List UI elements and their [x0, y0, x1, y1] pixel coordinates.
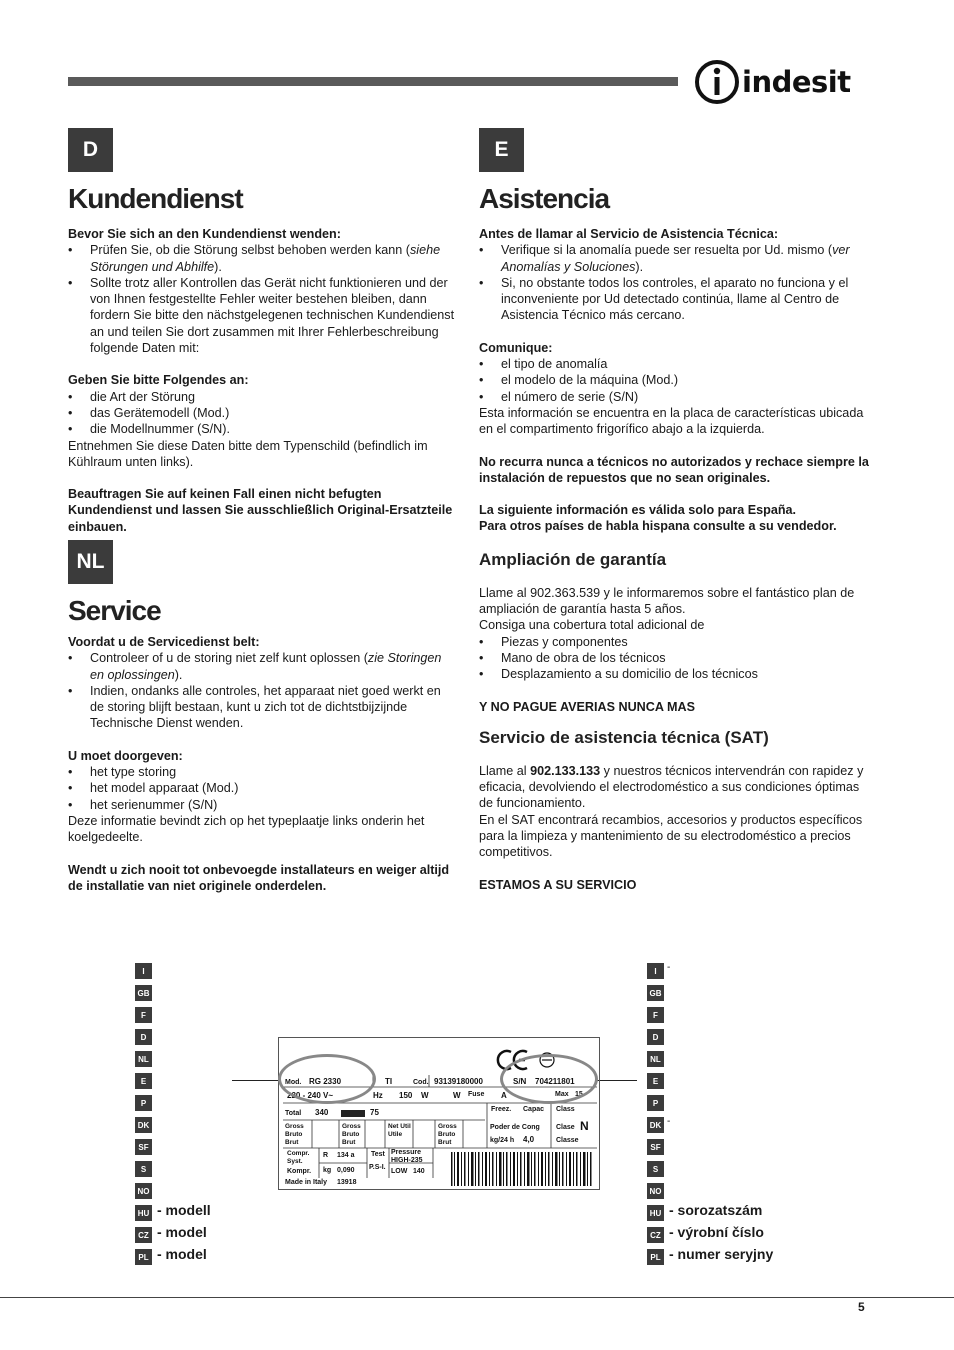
plate-clase-val: N: [580, 1119, 589, 1133]
plate-low: LOW: [391, 1168, 408, 1175]
de-give-note: Entnehmen Sie diese Daten bitte dem Typenschild (befindlich im Kühlraum unten links).: [68, 438, 428, 469]
plate-total: 340: [315, 1108, 329, 1117]
serial-highlight-ring: [500, 1054, 598, 1104]
plate-sn-label: S/N: [513, 1077, 527, 1086]
sat-title: Servicio de asistencia técnica (SAT): [479, 727, 769, 747]
de-intro: Bevor Sie sich an den Kundendienst wenden:: [68, 227, 341, 241]
es-spain-note-2: Para otros países de habla hispana consulte a su vendedor.: [479, 519, 837, 534]
list-item: • Si, no obstante todos los controles, el aparato no funciona y el inconveniente por Ud detectado continúa, llame al Centro de Asistencia Técnico más cercano.: [479, 275, 869, 324]
flag-badge: NL: [647, 1051, 664, 1067]
section-title-asistencia: Asistencia: [479, 183, 610, 214]
nl-give-note: Deze informatie bevindt zich op het typeplaatje links onderin het koelgedeelte.: [68, 813, 425, 845]
flag-badge: DK: [135, 1117, 152, 1133]
list-item: • el número de serie (S/N): [479, 389, 869, 405]
plate-r-val: 134 a: [337, 1152, 355, 1159]
flag-badge: E: [647, 1073, 664, 1089]
plate-w2: W: [453, 1091, 461, 1100]
class-badge: [341, 1110, 365, 1117]
list-item: • die Modellnummer (S/N).: [68, 421, 458, 437]
plate-ti: TI: [385, 1077, 393, 1086]
warranty-paragraph: Llame al 902.363.539 y le informaremos sobre el fantástico plan de ampliación de garantía hasta 5 años.: [479, 585, 855, 617]
plate-kg24-val: 4,0: [523, 1135, 535, 1144]
nl-check-list: [68, 650, 458, 731]
flag-badge: E: [135, 1073, 152, 1089]
plate-gross-1: Gross Bruto Brut: [285, 1123, 304, 1146]
sat-paragraph: Llame al 902.133.133 y nuestros técnicos intervendrán con rapidez y eficacia, devolviendo el electrodoméstico a sus condiciones óptimas de funcionamiento.: [479, 763, 864, 811]
flag-badge: F: [647, 1007, 664, 1023]
plate-capac: Capac: [523, 1106, 545, 1113]
list-item: • Controleer of u de storing niet zelf kunt oplossen (zie Storingen en oplossingen).: [68, 650, 458, 683]
flag-badge: PL: [647, 1249, 664, 1265]
plate-net: Net Util Utile: [388, 1123, 411, 1138]
legend-label-i: -: [667, 962, 671, 973]
plate-hz: Hz: [373, 1091, 383, 1100]
plate-model: RG 2330: [309, 1077, 342, 1086]
lang-badge-d: D: [68, 128, 113, 172]
warranty-list: [479, 634, 869, 683]
flag-badge: PL: [135, 1249, 152, 1265]
plate-pressure: Pressure: [391, 1149, 421, 1156]
plate-gross-2: Gross Bruto Brut: [342, 1123, 361, 1146]
flag-badge: P: [135, 1095, 152, 1111]
list-item: • het serienummer (S/N): [68, 797, 458, 813]
legend-label-hu: - modell: [157, 1202, 211, 1218]
indesit-logo-icon: [694, 58, 740, 106]
flag-badge: F: [135, 1007, 152, 1023]
flag-badge: P: [647, 1095, 664, 1111]
plate-low-val: 140: [413, 1168, 425, 1175]
plate-class: Class: [556, 1106, 575, 1113]
list-item: • el tipo de anomalía: [479, 356, 869, 372]
plate-w: W: [421, 1091, 429, 1100]
flag-badge: I: [647, 963, 664, 979]
brand-name: indesit: [742, 65, 851, 99]
model-highlight-ring: [278, 1054, 376, 1104]
list-item: • el modelo de la máquina (Mod.): [479, 372, 869, 388]
no-pay-note: Y NO PAGUE AVERIAS NUNCA MAS: [479, 699, 695, 714]
plate-cod: 93139180000: [434, 1077, 483, 1086]
legend-label-cz: - model: [157, 1224, 207, 1240]
plate-kg: kg: [323, 1167, 332, 1174]
list-item: • Desplazamiento a su domicilio de los técnicos: [479, 666, 869, 682]
es-give-note: Esta información se encuentra en la placa de características ubicada en el compartimento frigorífico abajo a la izquierda.: [479, 405, 864, 437]
warranty-title: Ampliación de garantía: [479, 549, 667, 569]
plate-kg24: kg/24 h: [490, 1137, 515, 1144]
plate-clase: Clase: [556, 1124, 575, 1131]
plate-poder: Poder de Cong: [490, 1124, 540, 1131]
list-item: • het type storing: [68, 764, 458, 780]
de-warning: Beauftragen Sie auf keinen Fall einen nicht befugten Kundendienst und lassen Sie ausschließlich Original-Ersatzteile einbauen.: [68, 487, 453, 534]
de-give-head: Geben Sie bitte Folgendes an:: [68, 373, 249, 388]
flag-badge: SF: [647, 1139, 664, 1155]
flag-badge: HU: [135, 1205, 152, 1221]
nl-give-list: [68, 764, 458, 813]
plate-compr: Compr. Syst.: [287, 1150, 310, 1165]
legend-label-pl: - model: [157, 1246, 207, 1262]
warranty-paragraph-2: Consiga una cobertura total adicional de: [479, 618, 705, 633]
es-check-list: [479, 242, 869, 323]
plate-watt: 150: [399, 1091, 413, 1100]
flag-badge: DK: [647, 1117, 664, 1133]
es-give-list: [479, 356, 869, 405]
list-item: • das Gerätemodell (Mod.): [68, 405, 458, 421]
legend-label-dk: -: [667, 1116, 671, 1127]
list-item: • het model apparaat (Mod.): [68, 780, 458, 796]
header-bar: [68, 77, 678, 86]
de-check-list: [68, 242, 458, 356]
list-item: • Mano de obra de los técnicos: [479, 650, 869, 666]
legend-label-pl-right: - numer seryjny: [669, 1246, 774, 1262]
plate-freez: Freez.: [491, 1106, 512, 1113]
list-item: • die Art der Störung: [68, 389, 458, 405]
plate-mod-label: Mod.: [285, 1079, 302, 1086]
lang-badge-nl: NL: [68, 540, 113, 584]
flag-badge: D: [135, 1029, 152, 1045]
plate-voltage: 220 - 240 V~: [287, 1091, 334, 1100]
flag-badge: CZ: [135, 1227, 152, 1243]
flag-badge: SF: [135, 1139, 152, 1155]
plate-psi: P.S-I.: [369, 1164, 386, 1171]
sat-paragraph-2: En el SAT encontrará recambios, accesorios y productos específicos para la limpieza y mantenimiento de su electrodoméstico a precios competitivos.: [479, 812, 863, 860]
es-intro: Antes de llamar al Servicio de Asistencia Técnica:: [479, 227, 779, 241]
lang-badge-e: E: [479, 128, 524, 172]
list-item: • Prüfen Sie, ob die Störung selbst behoben werden kann (siehe Störungen und Abhilfe).: [68, 242, 458, 275]
flag-badge: GB: [135, 985, 152, 1001]
plate-made: Made in Italy: [285, 1179, 328, 1186]
flag-badge: S: [135, 1161, 152, 1177]
nl-warning: Wendt u zich nooit tot onbevoegde installateurs en weiger altijd de installatie van niet originele onderdelen.: [68, 862, 450, 893]
legend-right: [647, 963, 665, 1271]
plate-a: A: [501, 1091, 507, 1100]
nl-intro: Voordat u de Servicedienst belt:: [68, 635, 260, 649]
es-give-head: Comunique:: [479, 340, 553, 355]
flag-badge: HU: [647, 1205, 664, 1221]
list-item: • Verifique si la anomalía puede ser resuelta por Ud. mismo (ver Anomalías y Soluciones).: [479, 242, 869, 275]
list-item: • Indien, ondanks alle controles, het apparaat niet goed werkt en de storing blijft bestaan, kunt u zich tot de dichtstbijzijnde Technische Dienst wenden.: [68, 683, 458, 732]
page-number: 5: [858, 1300, 865, 1314]
es-warning: No recurra nunca a técnicos no autorizados y rechace siempre la instalación de repuestos que no sean originales.: [479, 454, 869, 485]
closing-note: ESTAMOS A SU SERVICIO: [479, 877, 637, 892]
plate-kompr: Kompr.: [287, 1168, 312, 1175]
plate-high: HIGH-235: [391, 1157, 423, 1164]
es-spain-note: La siguiente información es válida solo para España.: [479, 503, 797, 518]
flag-badge: I: [135, 963, 152, 979]
section-de: [68, 128, 458, 535]
legend-label-hu-right: - sorozatszám: [669, 1202, 763, 1218]
flag-badge: NL: [135, 1051, 152, 1067]
indesit-logo: [694, 58, 870, 108]
section-title-kundendienst: Kundendienst: [68, 183, 243, 214]
flag-badge: CZ: [647, 1227, 664, 1243]
plate-r: R: [323, 1152, 329, 1159]
flag-badge: NO: [135, 1183, 152, 1199]
pointer-line-model: [232, 1080, 280, 1081]
plate-max-val: 15: [575, 1091, 583, 1098]
legend-left: [135, 963, 153, 1271]
plate-fuse: Fuse: [468, 1091, 485, 1098]
footer-rule: [0, 1297, 954, 1298]
plate-test: Test: [371, 1151, 385, 1158]
pointer-line-serial: [597, 1080, 637, 1081]
de-give-list: [68, 389, 458, 438]
section-es: [479, 128, 869, 893]
plate-total-label: Total: [285, 1110, 302, 1117]
flag-badge: NO: [647, 1183, 664, 1199]
nl-give-head: U moet doorgeven:: [68, 748, 183, 763]
section-nl: [68, 540, 458, 894]
flag-badge: GB: [647, 985, 664, 1001]
legend-label-cz-right: - výrobní číslo: [669, 1224, 764, 1240]
plate-classe: Classe: [556, 1137, 579, 1144]
plate-total-2: 75: [370, 1108, 379, 1117]
flag-badge: S: [647, 1161, 664, 1177]
plate-made-val: 13918: [337, 1179, 357, 1186]
list-item: • Sollte trotz aller Kontrollen das Gerät nicht funktionieren und der von Ihnen festgestellte Fehler weiter bestehen bleiben, dann fordern Sie bitte den nächstgelegenen technischen Kundendienst an und teilen Sie dort zusammen mit Ihrer Fehlerbeschreibung folgende Daten mit:: [68, 275, 458, 356]
plate-gross-3: Gross Bruto Brut: [438, 1123, 457, 1146]
plate-kg-val: 0,090: [337, 1167, 355, 1174]
section-title-service: Service: [68, 595, 161, 626]
flag-badge: D: [647, 1029, 664, 1045]
plate-max: Max: [555, 1091, 569, 1098]
sat-phone: 902.133.133: [530, 763, 601, 778]
plate-cod-label: Cod.: [413, 1079, 429, 1086]
list-item: • Piezas y componentes: [479, 634, 869, 650]
plate-serial: 704211801: [535, 1077, 575, 1086]
barcode: [451, 1152, 592, 1186]
